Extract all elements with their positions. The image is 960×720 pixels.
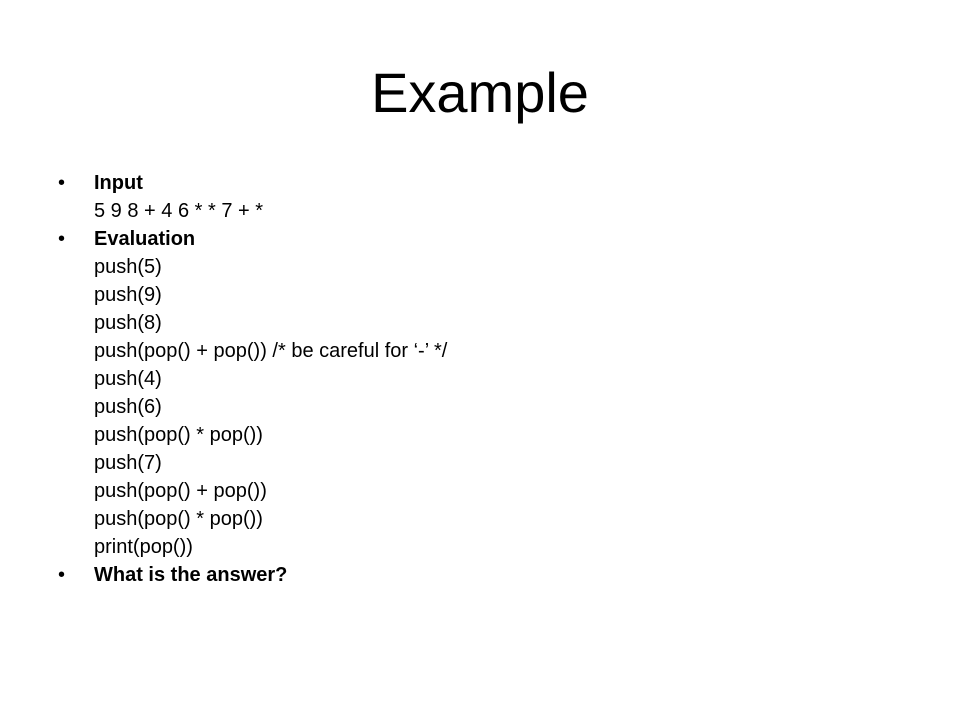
code-line: push(4) — [94, 368, 162, 390]
bullet-marker: • — [58, 564, 66, 586]
code-line: push(8) — [94, 312, 162, 334]
input-expression: 5 9 8 + 4 6 * * 7 + * — [94, 200, 264, 222]
bullet-heading-question: What is the answer? — [94, 564, 288, 586]
code-line: push(9) — [94, 284, 162, 306]
code-line: push(7) — [94, 452, 162, 474]
code-line: print(pop()) — [94, 536, 193, 558]
bullet-marker: • — [58, 172, 66, 194]
bullet-input — [58, 169, 918, 225]
code-line: push(pop() * pop()) — [94, 424, 263, 446]
code-line: push(6) — [94, 396, 162, 418]
slide-body — [58, 169, 918, 589]
bullet-question — [58, 561, 918, 589]
bullet-evaluation — [58, 225, 918, 561]
code-line: push(5) — [94, 256, 162, 278]
bullet-marker: • — [58, 228, 66, 250]
slide-title: Example — [371, 61, 589, 124]
bullet-heading-input: Input — [94, 172, 143, 194]
code-line: push(pop() + pop()) /* be careful for ‘-’ */ — [94, 340, 448, 362]
bullet-heading-evaluation: Evaluation — [94, 228, 196, 250]
code-line: push(pop() * pop()) — [94, 508, 263, 530]
code-line: push(pop() + pop()) — [94, 480, 267, 502]
